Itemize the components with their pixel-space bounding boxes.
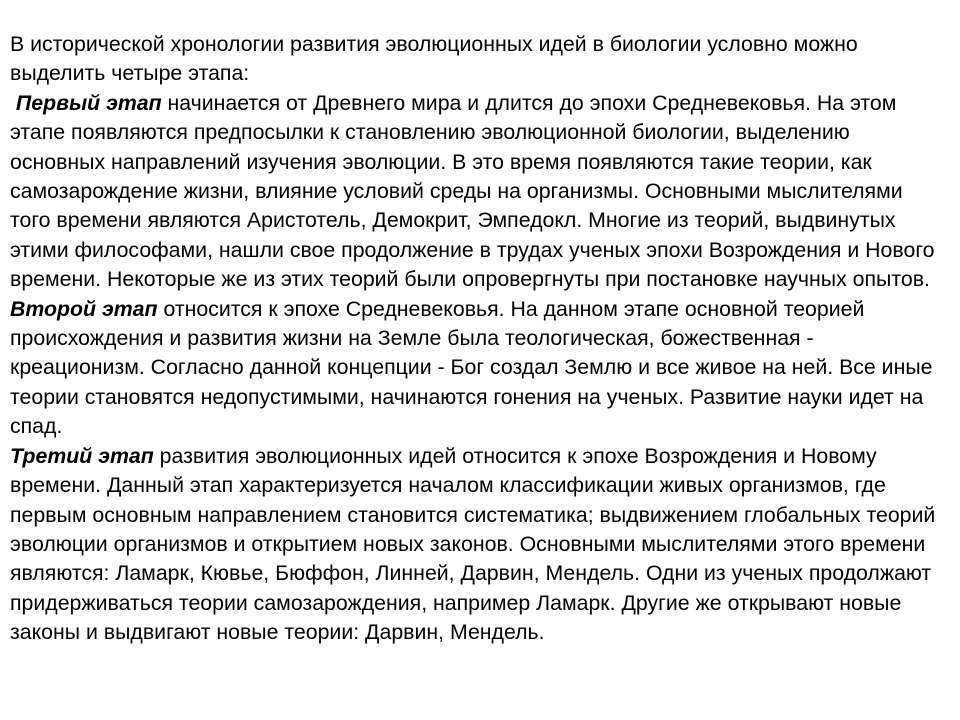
stage-3-paragraph <box>10 442 946 648</box>
intro-paragraph: В исторической хронологии развития эволюционных идей в биологии условно можно выделить четыре этапа: <box>10 32 858 86</box>
stage-2-paragraph <box>10 295 946 442</box>
stage-2-title: Второй этап <box>10 296 158 321</box>
stage-1-text: начинается от Древнего мира и длится до эпохи Средневековья. На этом этапе появляются предпосылки к становлению эволюционной биологии, выделению основных направлений изучения эволюции. В это время появляются такие теории, как самозарождение жизни, влияние условий среды на организмы. Основными мыслителями того времени являются Аристотель, Демокрит, Эмпедокл. Многие из теорий, выдвинутых этими философами, нашли свое продолжение в трудах ученых эпохи Возрождения и Нового времени. Некоторые же из этих теорий были опровергнуты при постановке научных опытов. <box>10 90 935 292</box>
stage-1-paragraph <box>10 89 946 295</box>
stage-3-title: Третий этап <box>10 443 154 468</box>
slide-text-body <box>10 30 946 648</box>
stage-3-text: развития эволюционных идей относится к эпохе Возрождения и Новому времени. Данный этап характеризуется началом классификации живых организмов, где первым основным направлением становится систематика; выдвижением глобальных теорий эволюции организмов и открытием новых законов. Основными мыслителями этого времени являются: Ламарк, Кювье, Бюффон, Линней, Дарвин, Мендель. Одни из ученых продолжают придерживаться теории самозарождения, например Ламарк. Другие же открывают новые законы и выдвигают новые теории: Дарвин, Мендель. <box>10 443 936 645</box>
stage-1-title: Первый этап <box>15 90 162 115</box>
stage-2-text: относится к эпохе Средневековья. На данном этапе основной теорией происхождения и развития жизни на Земле была теологическая, божественная - креационизм. Согласно данной концепции - Бог создал Землю и все живое на ней. Все иные теории становятся недопустимыми, начинаются гонения на ученых. Развитие науки идет на спад. <box>10 296 933 439</box>
